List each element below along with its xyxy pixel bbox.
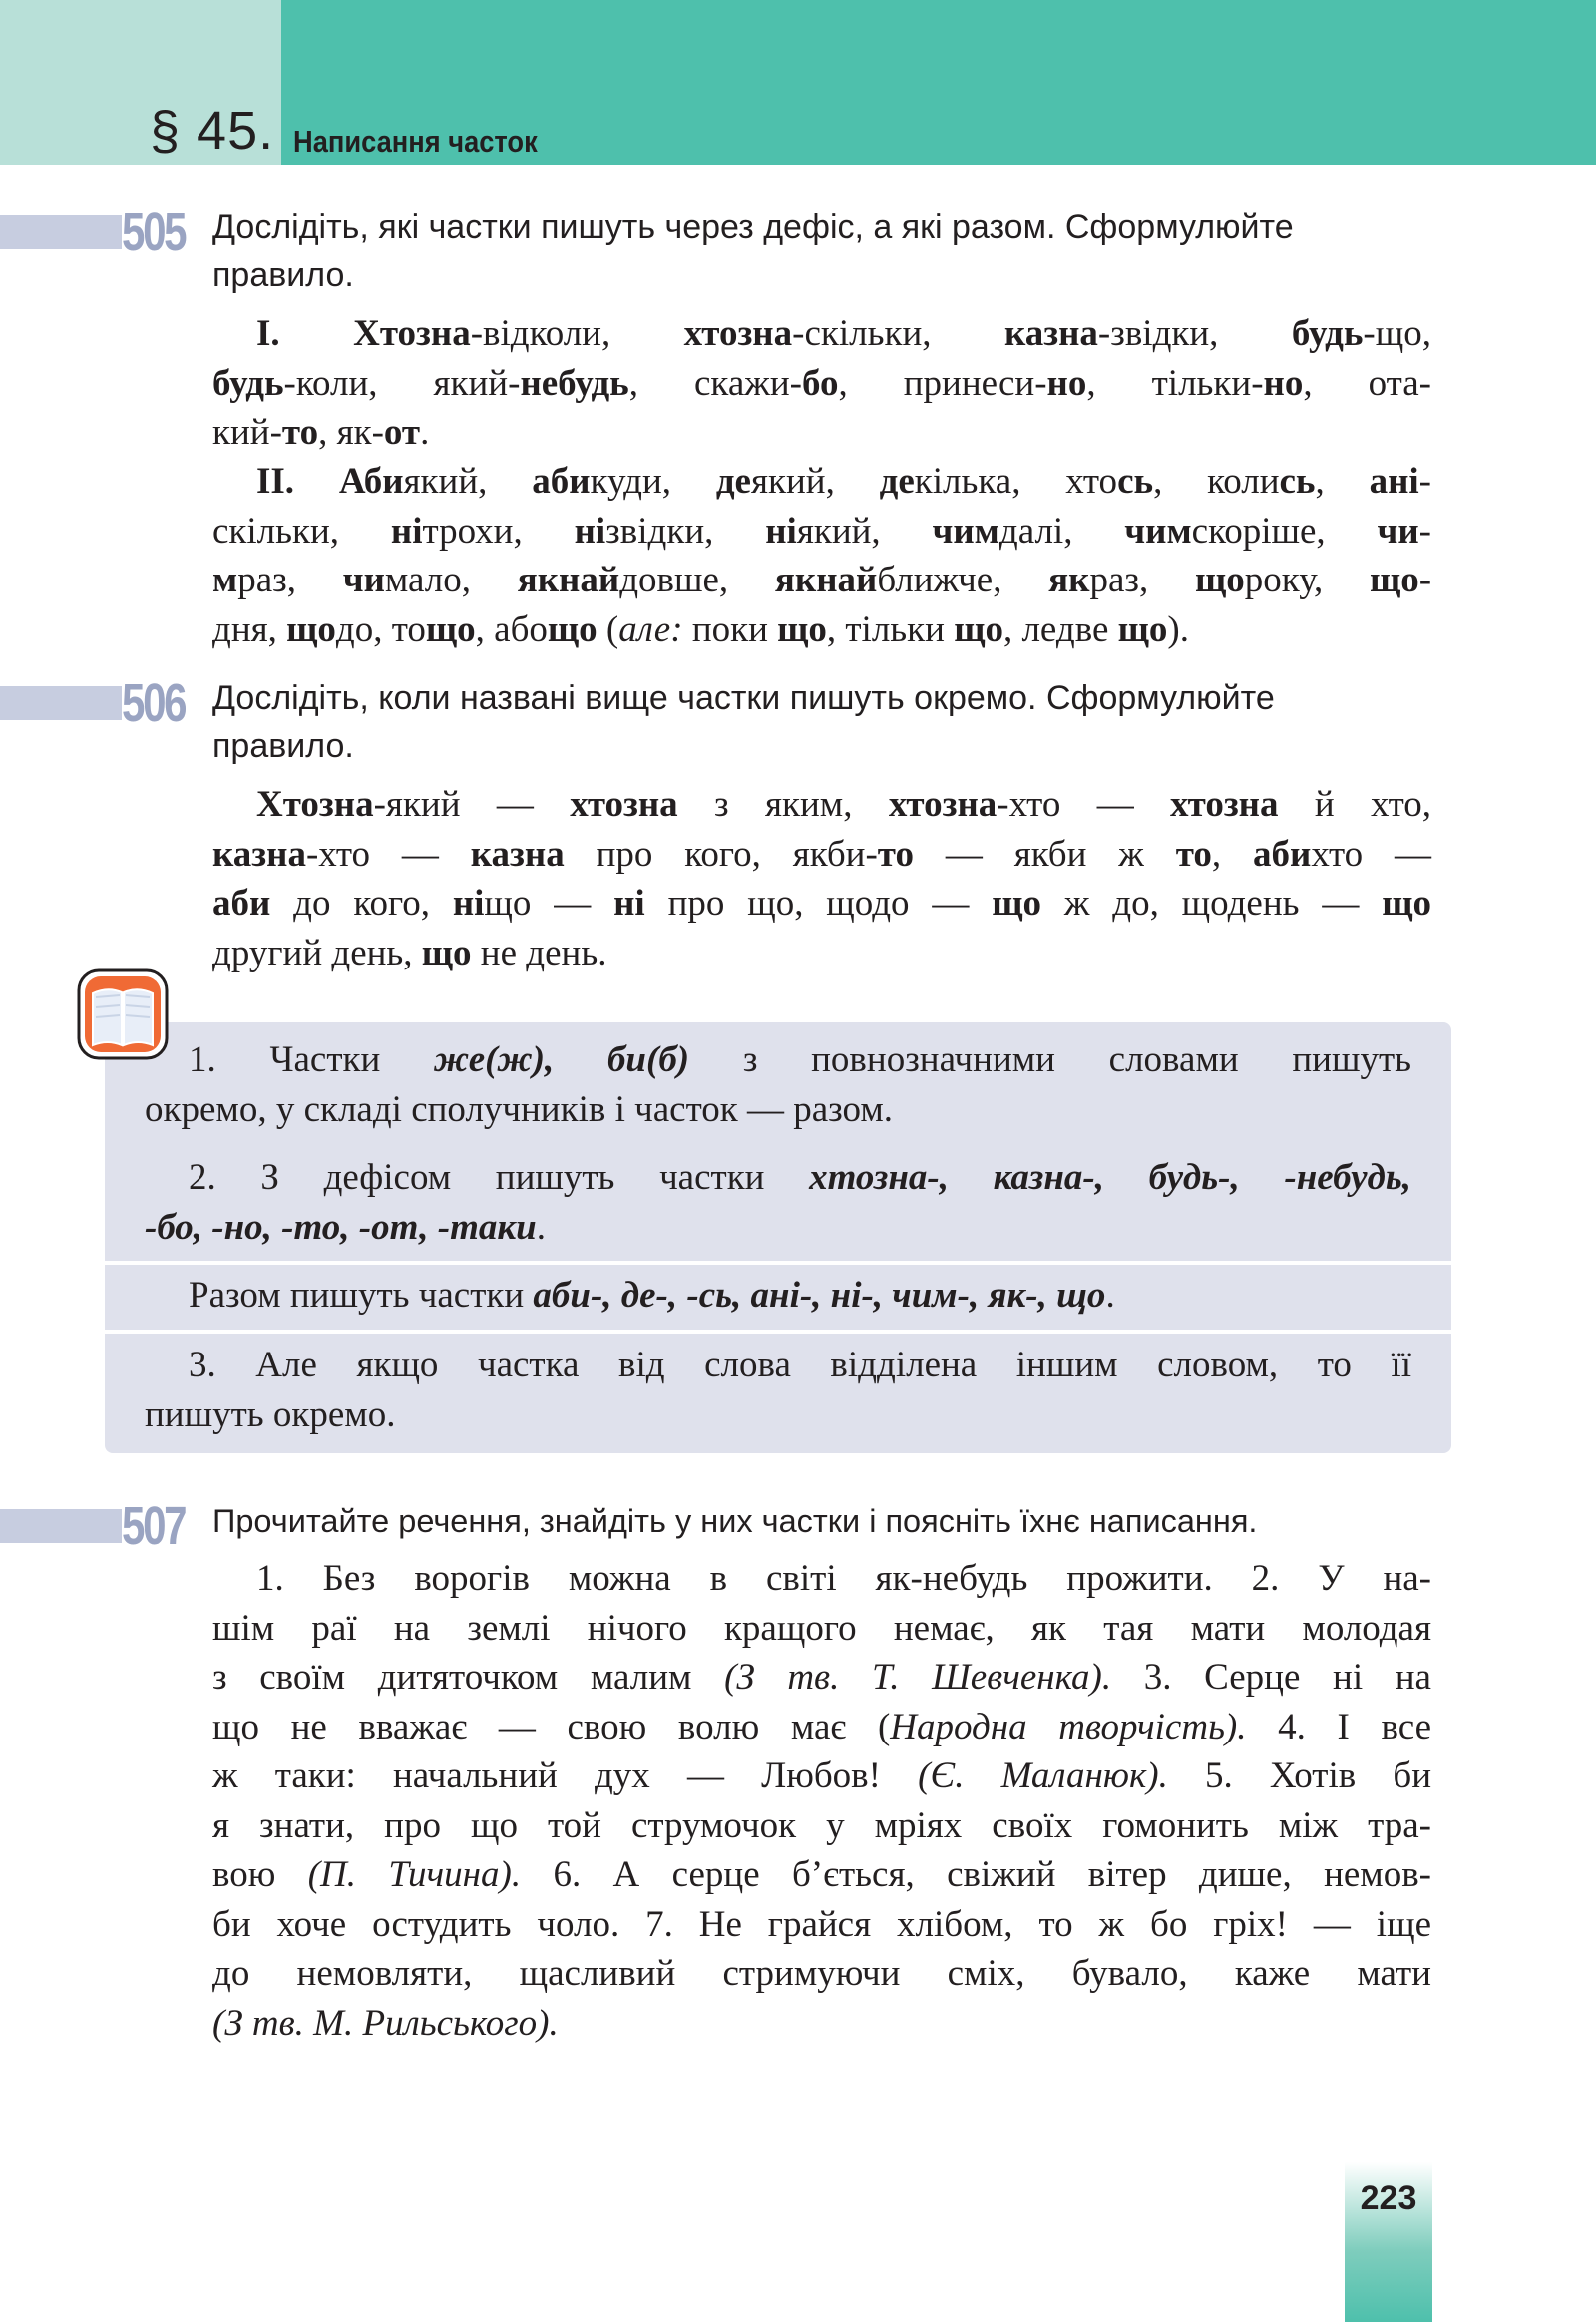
bold-run: но [1263, 362, 1304, 404]
bold-run: чи [342, 560, 385, 600]
text-line [145, 1390, 1411, 1440]
text-run: про кого, якби- [564, 833, 878, 875]
text-run: , або [475, 608, 548, 650]
text-run: ж до, щодень — [1041, 883, 1383, 924]
text-run: -який — [373, 784, 571, 825]
text-run: який, [750, 461, 880, 502]
text-run: кий- [212, 412, 282, 453]
text-run: , як- [318, 412, 384, 453]
text-run: -відколи, [470, 313, 684, 354]
bold-run: що [1117, 608, 1168, 650]
text-run: шім раї на землі нічого кращого немає, як тая мати молодая [212, 1607, 1431, 1649]
text-run: -коли, який- [283, 362, 521, 404]
bold-run: якнай [517, 560, 620, 600]
text-line [145, 1153, 1411, 1203]
section-number: § 45. [150, 101, 275, 161]
bold-run: но [1046, 362, 1087, 404]
bold-run: що [425, 608, 476, 650]
text-run: кілька, хто [914, 461, 1118, 502]
bold-run: будь [212, 362, 284, 404]
bold-run: -бо, -но, -то, -от, -таки [145, 1206, 537, 1248]
text-run: , ледве [1002, 608, 1118, 650]
text-run: , коли [1153, 461, 1280, 502]
text-run: який, [403, 461, 533, 502]
text-run: 3. Але якщо частка від слова відділена іншим словом, то її [189, 1345, 1411, 1385]
bold-run: де [879, 461, 915, 502]
task-line: правило. [212, 256, 354, 294]
bold-run: I. Хтозна [256, 313, 471, 354]
bold-run: м [212, 560, 238, 600]
task-line: Прочитайте речення, знайдіть у них частки і поясніть їхнє написання. [212, 1503, 1258, 1539]
text-line [212, 1751, 1431, 1801]
text-run: , [1315, 461, 1370, 502]
bold-run: сь [1117, 461, 1154, 502]
bold-run: ні [452, 883, 485, 924]
text-run: довше, [619, 560, 775, 600]
bold-run: хтозна [1170, 784, 1279, 825]
text-line [212, 1999, 1431, 2049]
exercise-507-marker-bar [0, 1509, 122, 1543]
text-line [145, 1341, 1411, 1390]
text-run: окремо, у складі сполучників і часток — разом. [145, 1088, 894, 1130]
bold-run: казна [212, 833, 306, 875]
task-line: правило. [212, 727, 354, 765]
text-line [212, 605, 1431, 655]
text-line [212, 1653, 1431, 1703]
text-run: 6. А серце б’ється, свіжий вітер дише, немов- [521, 1854, 1431, 1895]
text-line [212, 929, 1431, 978]
text-run: з яким, [677, 784, 889, 825]
text-run: звідки, [605, 510, 766, 552]
exercise-506-number: 506 [122, 673, 186, 733]
text-line [212, 1604, 1431, 1654]
bold-run: чим [1124, 510, 1192, 552]
bold-run: якнай [774, 560, 878, 600]
bold-run: що [954, 608, 1003, 650]
text-line [145, 1085, 1411, 1135]
bold-run: то [877, 833, 914, 875]
text-run: дня, [212, 608, 287, 650]
text-line [212, 556, 1431, 605]
text-run: до немовляти, щасливий стримуючи сміх, бувало, каже мати [212, 1953, 1431, 1994]
text-line [212, 408, 1431, 458]
bold-run: небудь [520, 362, 629, 404]
bold-run: же(ж), би(б) [433, 1039, 690, 1080]
bold-run: Хтозна [256, 784, 374, 825]
bold-run: що [777, 608, 827, 650]
bold-run: ні [390, 510, 423, 552]
text-run: про що, щодо — [644, 883, 993, 924]
bold-run: хтозна-, казна-, будь-, -небудь, [809, 1157, 1411, 1198]
text-run: року, [1244, 560, 1370, 600]
exercise-507-text [212, 1554, 1431, 2048]
text-run: з повнозначними словами пишуть [689, 1039, 1412, 1080]
bold-run: аби [1253, 833, 1312, 875]
rule-3 [145, 1341, 1411, 1439]
text-run: 1. Без ворогів можна в світі як-небудь прожити. 2. У на- [256, 1558, 1431, 1599]
text-run: , скажи- [628, 362, 802, 404]
text-run: — якби ж [913, 833, 1176, 875]
text-run: - [1418, 560, 1432, 600]
bold-run: хтозна [683, 313, 793, 354]
bold-run: як [1048, 560, 1090, 600]
text-line [212, 507, 1431, 557]
bold-run: чим [932, 510, 999, 552]
text-run: , ота- [1303, 362, 1431, 404]
bold-run: що [1382, 883, 1431, 924]
bold-run: де [715, 461, 751, 502]
exercise-505-marker-bar [0, 215, 122, 249]
exercise-506-marker-bar [0, 686, 122, 720]
rule-2-continued [145, 1271, 1411, 1321]
exercise-505-part-1 [212, 309, 1431, 458]
text-run: ). [1167, 608, 1189, 650]
bold-run: то [281, 412, 319, 453]
text-run: хто — [1311, 833, 1431, 875]
text-run: скоріше, [1191, 510, 1378, 552]
text-line [212, 1703, 1431, 1752]
bold-run: хтозна [888, 784, 998, 825]
text-run: 4. І все [1246, 1706, 1432, 1747]
bold-run: казна [1003, 313, 1098, 354]
bold-run: що [1195, 560, 1245, 600]
text-run: пишуть окремо. [145, 1393, 396, 1435]
italic-run: (З тв. Т. Шевченка). [724, 1657, 1112, 1698]
text-run: , принеси- [838, 362, 1047, 404]
exercise-506-text [212, 780, 1431, 977]
text-run: куди, [590, 461, 716, 502]
bold-run: ні [574, 510, 606, 552]
italic-run: але: [618, 608, 683, 650]
exercise-507-number: 507 [122, 1496, 186, 1556]
bold-run: сь [1279, 461, 1316, 502]
text-run: трохи, [422, 510, 575, 552]
text-run: до кого, [270, 883, 453, 924]
bold-run: казна [470, 833, 565, 875]
text-line [212, 359, 1431, 409]
text-run: до, то [335, 608, 426, 650]
text-run: 3. Серце ні на [1111, 1657, 1431, 1698]
text-run: ( [597, 608, 619, 650]
rule-1 [145, 1035, 1411, 1134]
text-run: другий день, [212, 932, 422, 973]
text-run: я знати, про що той струмочок у мріях своїх гомонить між тра- [212, 1804, 1431, 1846]
text-run: раз, [1089, 560, 1195, 600]
text-run: , тільки- [1086, 362, 1264, 404]
text-run: ж таки: начальний дух — Любов! [212, 1755, 919, 1796]
text-run: що не вважає — свою волю має ( [212, 1706, 891, 1747]
bold-run: аби [532, 461, 591, 502]
text-line [212, 780, 1431, 830]
italic-run: (П. Тичина). [307, 1854, 522, 1895]
exercise-505-task [212, 203, 1431, 299]
bold-run: що [421, 932, 472, 973]
text-run: - [1418, 461, 1431, 502]
text-run: 5. Хотів би [1167, 1755, 1431, 1796]
section-title: Написання часток [293, 124, 538, 159]
text-run: Разом пишуть частки [189, 1275, 534, 1316]
text-line [145, 1271, 1411, 1321]
text-run: далі, [998, 510, 1125, 552]
text-run: 2. З дефісом пишуть частки [189, 1157, 810, 1198]
rule-divider [105, 1261, 1451, 1265]
text-line [212, 1554, 1431, 1604]
exercise-506-task [212, 674, 1431, 770]
bold-run: от [383, 412, 421, 453]
bold-run: то [1175, 833, 1212, 875]
italic-run: (Є. Маланюк). [918, 1755, 1168, 1796]
text-run: ближче, [877, 560, 1049, 600]
text-run: -скільки, [792, 313, 1004, 354]
text-line [212, 1949, 1431, 1999]
text-line [145, 1035, 1411, 1085]
text-run: раз, [237, 560, 343, 600]
text-run: -хто — [305, 833, 471, 875]
exercise-505-part-2 [212, 457, 1431, 654]
text-run: -звідки, [1097, 313, 1292, 354]
bold-run: що [992, 883, 1041, 924]
bold-run: що [286, 608, 336, 650]
bold-run: ні [765, 510, 797, 552]
text-run: . [536, 1206, 546, 1248]
text-run: мало, [384, 560, 518, 600]
exercise-505-number: 505 [122, 202, 186, 262]
text-line [212, 1801, 1431, 1851]
bold-run: що [1369, 560, 1419, 600]
task-line: Дослідіть, коли названі вище частки пишуть окремо. Сформулюйте [212, 679, 1275, 717]
text-run: й хто, [1278, 784, 1432, 825]
text-run: з своїм дитяточком малим [212, 1657, 725, 1698]
text-run: що — [484, 883, 614, 924]
text-line [212, 879, 1431, 929]
bold-run: аби-, де-, -сь, ані-, ні-, чим-, як-, що [533, 1275, 1106, 1316]
text-run: 1. Частки [189, 1039, 434, 1080]
text-run: поки [682, 608, 778, 650]
text-run: -що, [1363, 313, 1431, 354]
rule-divider [105, 1330, 1451, 1334]
text-line [212, 1900, 1431, 1950]
page-number: 223 [1360, 2179, 1417, 2217]
bold-run: аби [212, 883, 271, 924]
text-run: . [420, 412, 430, 453]
italic-run: Народна творчість). [890, 1706, 1247, 1747]
text-run: не день. [471, 932, 607, 973]
bold-run: хтозна [570, 784, 678, 825]
bold-run: бо [801, 362, 839, 404]
text-run: , [1211, 833, 1254, 875]
rule-2 [145, 1153, 1411, 1252]
text-run: -хто — [997, 784, 1171, 825]
text-line [212, 309, 1431, 359]
task-line: Дослідіть, які частки пишуть через дефіс, а які разом. Сформулюйте [212, 208, 1294, 246]
text-run: - [1418, 510, 1431, 552]
text-line [212, 830, 1431, 880]
text-run: , тільки [826, 608, 955, 650]
bold-run: що [547, 608, 598, 650]
exercise-507-task [212, 1497, 1431, 1545]
bold-run: будь [1291, 313, 1364, 354]
bold-run: II. Аби [256, 461, 404, 502]
bold-run: ні [613, 883, 645, 924]
text-run: який, [796, 510, 933, 552]
text-run: скільки, [212, 510, 391, 552]
text-line [145, 1203, 1411, 1253]
bold-run: ані [1369, 461, 1419, 502]
text-run: вою [212, 1854, 308, 1895]
text-run: . [1105, 1275, 1115, 1316]
text-line [212, 457, 1431, 507]
text-run: би хоче остудить чоло. 7. Не грайся хлібом, то ж бо гріх! — іще [212, 1903, 1431, 1945]
italic-run: (З тв. М. Рильського). [212, 2002, 559, 2044]
text-line [212, 1850, 1431, 1900]
bold-run: чи [1377, 510, 1419, 552]
